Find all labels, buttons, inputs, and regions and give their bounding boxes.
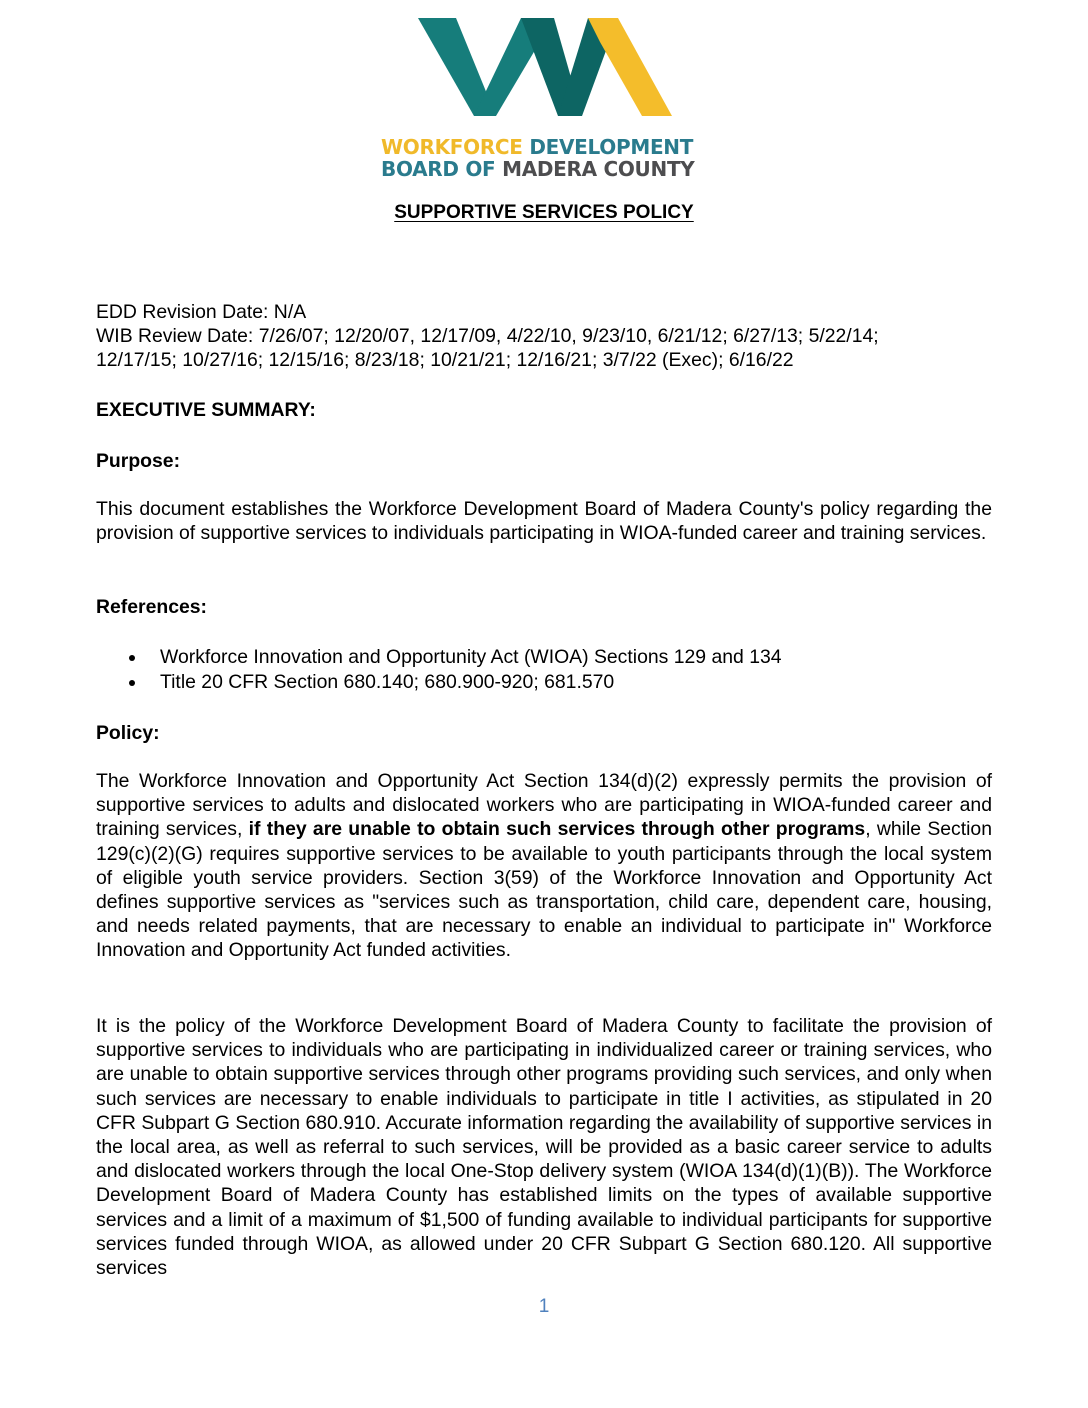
- document-title: SUPPORTIVE SERVICES POLICY: [394, 202, 694, 223]
- logo-word-madera-county: MADERA COUNTY: [502, 157, 695, 181]
- reference-text: Workforce Innovation and Opportunity Act (WIOA) Sections 129 and 134: [160, 646, 782, 668]
- wib-review-date-line-1: WIB Review Date: 7/26/07; 12/20/07, 12/17/09, 4/22/10, 9/23/10, 6/21/12; 6/27/13; 5/22/14;: [96, 325, 879, 348]
- reference-text: Title 20 CFR Section 680.140; 680.900-920; 681.570: [160, 671, 615, 693]
- edd-revision-date: EDD Revision Date: N/A: [96, 301, 307, 323]
- page-number: 1: [538, 1296, 550, 1317]
- purpose-heading: Purpose:: [96, 450, 181, 472]
- logo-wordmark: [381, 136, 711, 180]
- wib-review-date-line-2: 12/17/15; 10/27/16; 12/15/16; 8/23/18; 10/21/21; 12/16/21; 3/7/22 (Exec); 6/16/22: [96, 349, 794, 372]
- reference-item: [96, 645, 992, 670]
- purpose-paragraph: This document establishes the Workforce Development Board of Madera County's policy regarding the provision of supportive services to individuals participating in WIOA-funded career and training services.: [96, 498, 992, 545]
- references-list: [96, 645, 992, 695]
- reference-item: [96, 670, 992, 695]
- policy-heading: Policy:: [96, 722, 160, 744]
- logo-line-2: [381, 158, 711, 180]
- bullet-icon: [129, 655, 135, 661]
- logo-word-board-of: BOARD OF: [381, 157, 496, 181]
- policy-paragraph-1-emphasis: if they are unable to obtain such services through other programs: [248, 818, 866, 841]
- organization-logo: [376, 12, 712, 184]
- references-heading: References:: [96, 596, 208, 618]
- bullet-icon: [129, 680, 135, 686]
- logo-line-1: [381, 136, 711, 158]
- policy-paragraph-1-rest: , while Section 129(c)(2)(G) requires supportive services to be available to youth participants through the local system of eligible youth service providers. Section 3(59) of the Workforce Innovation and Opportunity Act defines supportive services as "services such as transportation, child care, dependent care, housing, and needs related payments, that are necessary to enable an individual to participate in" Workforce Innovation and Opportunity Act funded activities.: [96, 818, 992, 962]
- revision-dates: [96, 300, 992, 373]
- policy-paragraph-1: [96, 769, 992, 963]
- policy-paragraph-1-intro: The Workforce Innovation and Opportunity Act Section 134(d)(2) expressly permits the provision of supportive services to adults and dislocated workers who are participating in WIOA-funded career and training services,: [96, 770, 992, 841]
- wa-chevron-logo-icon: [376, 12, 712, 132]
- policy-paragraph-2: It is the policy of the Workforce Development Board of Madera County to facilitate the provision of supportive services to individuals who are participating in individualized career or training services, who are unable to obtain supportive services through other programs providing such services, and only when such services are necessary to enable individuals to participate in title I activities, as stipulated in 20 CFR Subpart G Section 680.910. Accurate information regarding the availability of supportive services in the local area, as well as referral to such services, will be provided as a basic career service to adults and dislocated workers through the local One-Stop delivery system (WIOA 134(d)(1)(B)). The Workforce Development Board of Madera County has established limits on the types of available supportive services and a limit of a maximum of $1,500 of funding available to individual participants for supportive services funded through WIOA, as allowed under 20 CFR Subpart G Section 680.120. All supportive services: [96, 1015, 992, 1280]
- logo-word-development: DEVELOPMENT: [529, 135, 694, 159]
- logo-word-workforce: WORKFORCE: [381, 135, 523, 159]
- executive-summary-heading: EXECUTIVE SUMMARY:: [96, 399, 316, 421]
